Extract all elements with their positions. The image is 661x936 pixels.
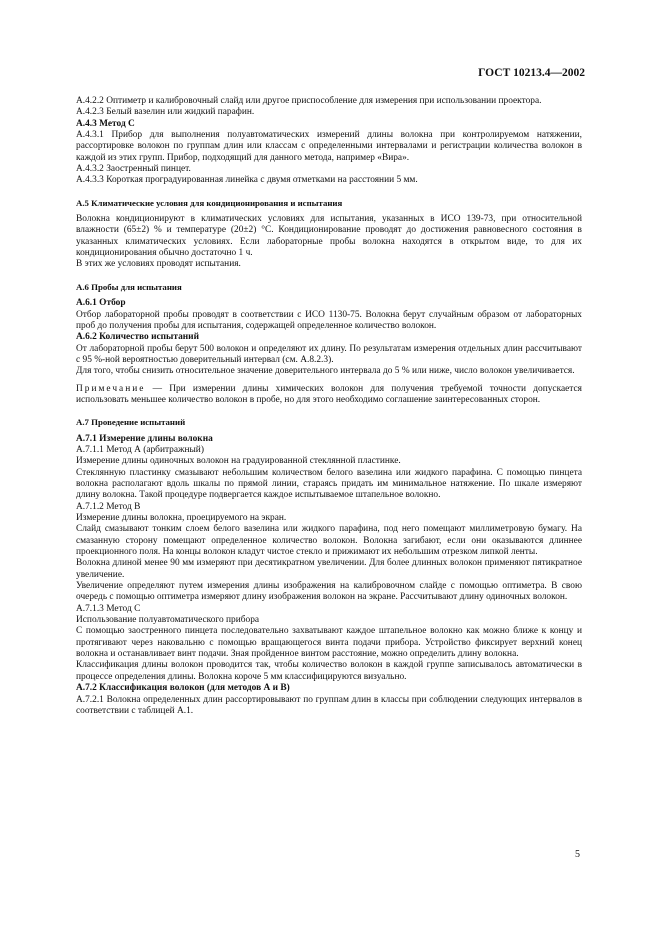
section-heading: А.5 Климатические условия для кондиционирования и испытания xyxy=(76,197,343,208)
paragraph: Для того, чтобы снизить относительное значение доверительного интервала до 5 % или ниже, число волокон увеличивается. xyxy=(76,366,575,377)
paragraph: В этих же условиях проводят испытания. xyxy=(76,259,241,270)
paragraph: Волокна кондиционируют в климатических условиях для испытания, указанных в ИСО 139-73, при относительной влажности (65±2) % и температуре (20±2) °С. Кондиционирование проводят до достижения равновесного состояния в указанных климатических условиях. Если лабораторные пробы волокна находятся в открытом виде, то для их кондиционирования обычно достаточно 1 ч. xyxy=(76,214,582,259)
note-text: — При измерении длины химических волокон для получения требуемой точности допускается использовать меньшее количество волокон в пробе, но для этого необходимо соглашение заинтересованных сторон. xyxy=(76,383,582,405)
note-label: Примечание xyxy=(76,383,146,394)
subsection-heading: А.7.1 Измерение длины волокна xyxy=(76,433,213,444)
paragraph: А.7.1.2 Метод В xyxy=(76,501,141,512)
paragraph: А.4.2.2 Оптиметр и калибровочный слайд или другое приспособление для измерения при использовании проектора. xyxy=(76,96,542,106)
paragraph: А.4.2.3 Белый вазелин или жидкий парафин. xyxy=(76,107,255,118)
page-body xyxy=(76,96,582,717)
subsection-heading: А.7.2 Классификация волокон (для методов А и В) xyxy=(76,683,290,694)
paragraph: А.4.3.1 Прибор для выполнения полуавтоматических измерений длины волокна при контролируемом натяжении, рассортировке волокон по группам длин или классам с определенными интервалами и регистрации количества волокон в каждой из этих групп. Прибор, подходящий для данного метода, например «Вира». xyxy=(76,130,582,163)
note xyxy=(76,384,582,407)
paragraph: Волокна длиной менее 90 мм измеряют при десятикратном увеличении. Для более длинных волокон применяют пятикратное увеличение. xyxy=(76,558,582,580)
paragraph: Классификация длины волокон проводится так, чтобы количество волокон в каждой группе записывалось автоматически в процессе определения длины. Волокна короче 5 мм классифицируются визуально. xyxy=(76,660,582,682)
paragraph: А.4.3.2 Заостренный пинцет. xyxy=(76,164,191,175)
section-heading: А.6 Пробы для испытания xyxy=(76,281,182,292)
paragraph: Стеклянную пластинку смазывают небольшим количеством белого вазелина или жидкого парафина. С помощью пинцета волокна располагают вдоль шкалы по прямой линии, стараясь придать им минимальное натяжение. По шкале измеряют длину волокна. Такой процедуре подвергается каждое испытываемое штапельное волокно. xyxy=(76,467,582,501)
section-heading: А.7 Проведение испытаний xyxy=(76,417,186,428)
page-number: 5 xyxy=(575,849,580,860)
paragraph: Слайд смазывают тонким слоем белого вазелина или жидкого парафина, под него помещают миллиметровую бумагу. На смазанную сторону помещают определенное количество волокон. Волокна загибают, если они оказываются длиннее проекционного поля. На концы волокон кладут чистое стекло и прижимают их небольшим отрезком липкой ленты. xyxy=(76,524,582,558)
paragraph: А.4.3.3 Короткая проградуированная линейка с двумя отметками на расстоянии 5 мм. xyxy=(76,175,418,186)
paragraph: Отбор лабораторной пробы проводят в соответствии с ИСО 1130-75. Волокна берут случайным образом от лабораторных проб до получения пробы для испытания, содержащей определенное количество волокон. xyxy=(76,309,582,331)
standard-code: ГОСТ 10213.4—2002 xyxy=(478,67,585,79)
paragraph: А.7.1.3 Метод С xyxy=(76,603,141,614)
subsection-heading: А.6.2 Количество испытаний xyxy=(76,332,199,343)
paragraph: Измерение длины одиночных волокон на градуированной стеклянной пластинке. xyxy=(76,456,401,467)
paragraph: Увеличение определяют путем измерения длины изображения на калибровочном слайде с помощью оптиметра. В свою очередь с помощью оптиметра измеряют длину изображения волокон на экране. Рассчитывают длину одиночных волокон. xyxy=(76,581,582,603)
paragraph: А.7.1.1 Метод А (арбитражный) xyxy=(76,444,204,455)
paragraph: От лабораторной пробы берут 500 волокон и определяют их длину. По результатам измерения отдельных длин рассчитывают с 95 %-ной вероятностью доверительный интервал (см. А.8.2.3). xyxy=(76,343,582,365)
paragraph: Использование полуавтоматического прибора xyxy=(76,615,260,626)
paragraph: А.7.2.1 Волокна определенных длин рассортировывают по группам длин в классы при соблюдении следующих интервалов в соответствии с таблицей А.1. xyxy=(76,694,582,716)
subsection-heading: А.4.3 Метод С xyxy=(76,118,135,129)
paragraph: Измерение длины волокна, проецируемого на экран. xyxy=(76,513,287,523)
subsection-heading: А.6.1 Отбор xyxy=(76,298,126,309)
paragraph: С помощью заостренного пинцета последовательно захватывают каждое штапельное волокно как можно ближе к концу и протягивают через наковальню с помощью вращающегося винта подачи прибора. Устройство фиксирует верхний конец волокна и останавливает винт подачи. Зная пройденное винтом расстояние, можно определить длину волокна. xyxy=(76,626,582,660)
